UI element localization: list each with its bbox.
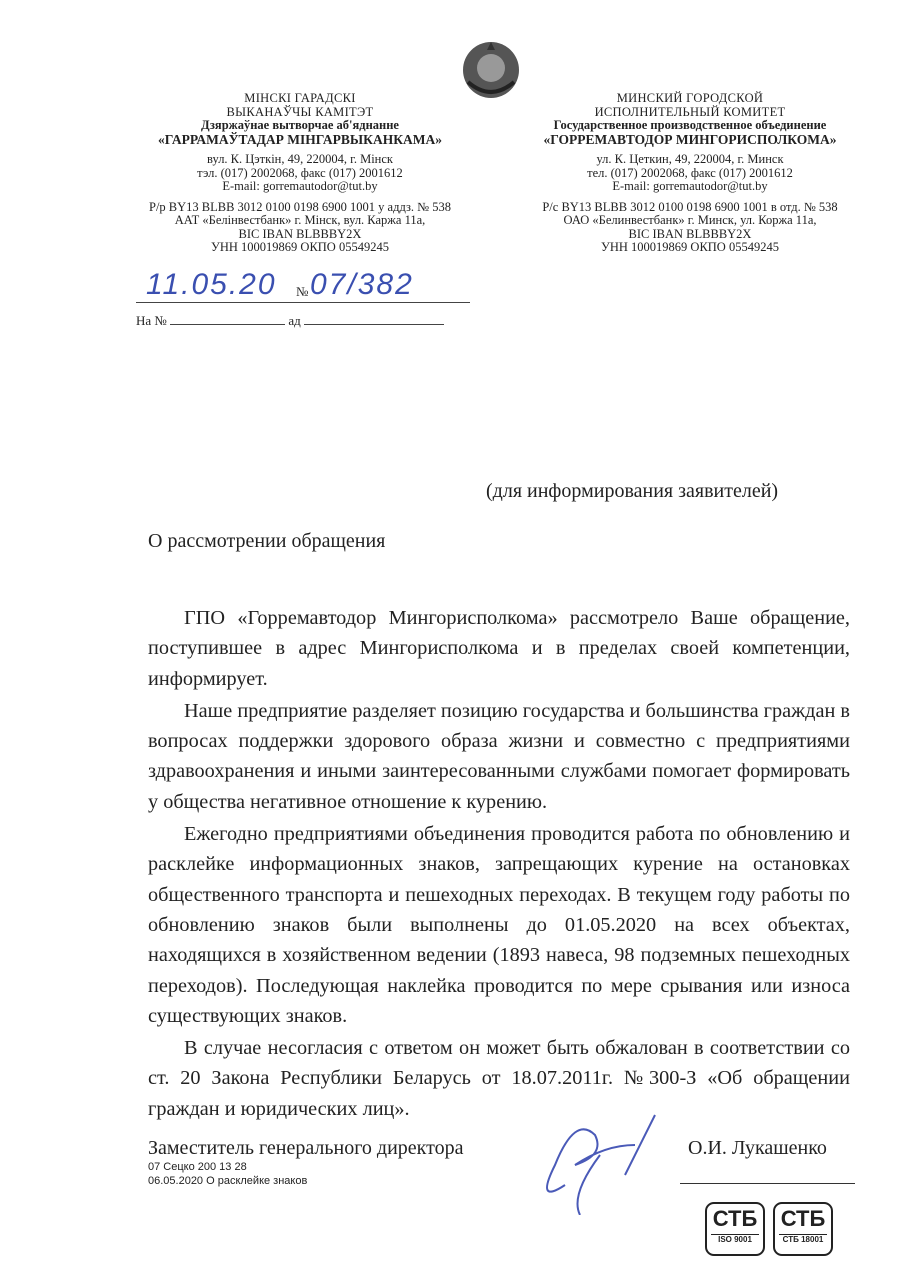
letter-subject: О рассмотрении обращения — [148, 530, 386, 552]
paragraph: В случае несогласия с ответом он может быть обжалован в соответствии со ст. 20 Закона Республики Беларусь от 18.07.2011г. №300-З «Об обращении граждан и юридических лиц». — [148, 1037, 850, 1120]
bic: BIC IBAN BLBBBY2X — [628, 226, 752, 241]
email: E-mail: gorremautodor@tut.by — [222, 179, 378, 193]
org-type: Дзяржаўнае вытворчае аб'яднанне — [201, 118, 399, 132]
unn-okpo: УНН 100019869 ОКПО 05549245 — [601, 240, 779, 254]
bank-account: Р/р BY13 BLBB 3012 0100 0198 6900 1001 у аддз. № 538 — [149, 199, 451, 214]
paragraph: Ежегодно предприятиями объединения проводится работа по обновлению и расклейке информационных знаков, запрещающих курение на остановках общественного транспорта и пешеходных переходах. В текущем году работы по обновлению знаков были выполнены до 01.05.2020 на всех объектах, находящихся в хозяйственном ведении (1893 навеса, 98 подземных пешеходных переходов). Последующая наклейка проводится по мере срывания или износа существующих знаков. — [148, 823, 850, 1027]
header-belarusian — [130, 92, 470, 255]
ref-from-label: ад — [288, 313, 301, 328]
org-title: «ГАРРАМАЎТАДАР МІНГАРВЫКАНКАМА» — [158, 131, 442, 147]
paragraph: Наше предприятие разделяет позицию государства и большинства граждан в вопросах поддержки здорового образа жизни и совместно с предприятиями здравоохранения и иными заинтересованными службами помогает формировать у общества негативное отношение к курению. — [148, 699, 850, 813]
address: вул. К. Цэткін, 49, 220004, г. Мінск — [207, 152, 393, 166]
signature-line — [680, 1183, 855, 1184]
certification-badge — [705, 1202, 765, 1256]
bank-account: Р/с BY13 BLBB 3012 0100 0198 6900 1001 в отд. № 538 — [542, 199, 838, 214]
bic: BIC IBAN BLBBBY2X — [238, 226, 362, 241]
handwritten-date: 11.05.20 — [146, 268, 277, 301]
signer-title: Заместитель генерального директора — [148, 1137, 464, 1159]
email: E-mail: gorremautodor@tut.by — [612, 179, 768, 193]
number-label: № — [296, 284, 309, 299]
paragraph: ГПО «Горремавтодор Мингорисполкома» рассмотрело Ваше обращение, поступившее в адрес Мингорисполкома и в пределах своей компетенции, информирует. — [148, 607, 850, 690]
phone: тел. (017) 2002068, факс (017) 2001612 — [587, 165, 793, 180]
bank-name: ААТ «Белінвестбанк» г. Мінск, вул. Каржа 11а, — [174, 213, 426, 227]
org-title: «ГОРРЕМАВТОДОР МИНГОРИСПОЛКОМА» — [543, 131, 837, 147]
org-type: Государственное производственное объединение — [553, 118, 827, 132]
certification-badge — [773, 1202, 833, 1256]
org-name-line: МИНСКИЙ ГОРОДСКОЙ — [616, 91, 764, 105]
cert-label: СТБ 18001 — [779, 1234, 827, 1244]
phone: тэл. (017) 2002068, факс (017) 2001612 — [197, 165, 403, 180]
file-info: 06.05.2020 О расклейке знаков — [148, 1175, 308, 1187]
handwritten-number: 07/382 — [310, 268, 414, 301]
org-name-line: ИСПОЛНИТЕЛЬНЫЙ КОМИТЕТ — [594, 104, 786, 119]
header-russian — [520, 92, 860, 255]
bank-name: ОАО «Белинвестбанк» г. Минск, ул. Коржа 11а, — [563, 213, 817, 227]
org-name-line: МІНСКІ ГАРАДСКІ — [244, 91, 356, 105]
ref-label: На № — [136, 313, 167, 328]
executor-info: 07 Сецко 200 13 28 — [148, 1161, 247, 1173]
reference-line — [136, 313, 470, 329]
signer-name: О.И. Лукашенко — [688, 1137, 827, 1159]
address: ул. К. Цеткин, 49, 220004, г. Минск — [596, 152, 784, 166]
handwritten-signature — [505, 1095, 675, 1215]
cert-logo: СТБ — [780, 1206, 826, 1231]
cert-label: ISO 9001 — [711, 1234, 759, 1244]
letter-body — [148, 603, 850, 1126]
org-name-line: ВЫКАНАЎЧЫ КАМІТЭТ — [226, 104, 374, 119]
cert-logo: СТБ — [712, 1206, 758, 1231]
addressee-note: (для информирования заявителей) — [486, 480, 779, 502]
unn-okpo: УНН 100019869 ОКПО 05549245 — [211, 240, 389, 254]
